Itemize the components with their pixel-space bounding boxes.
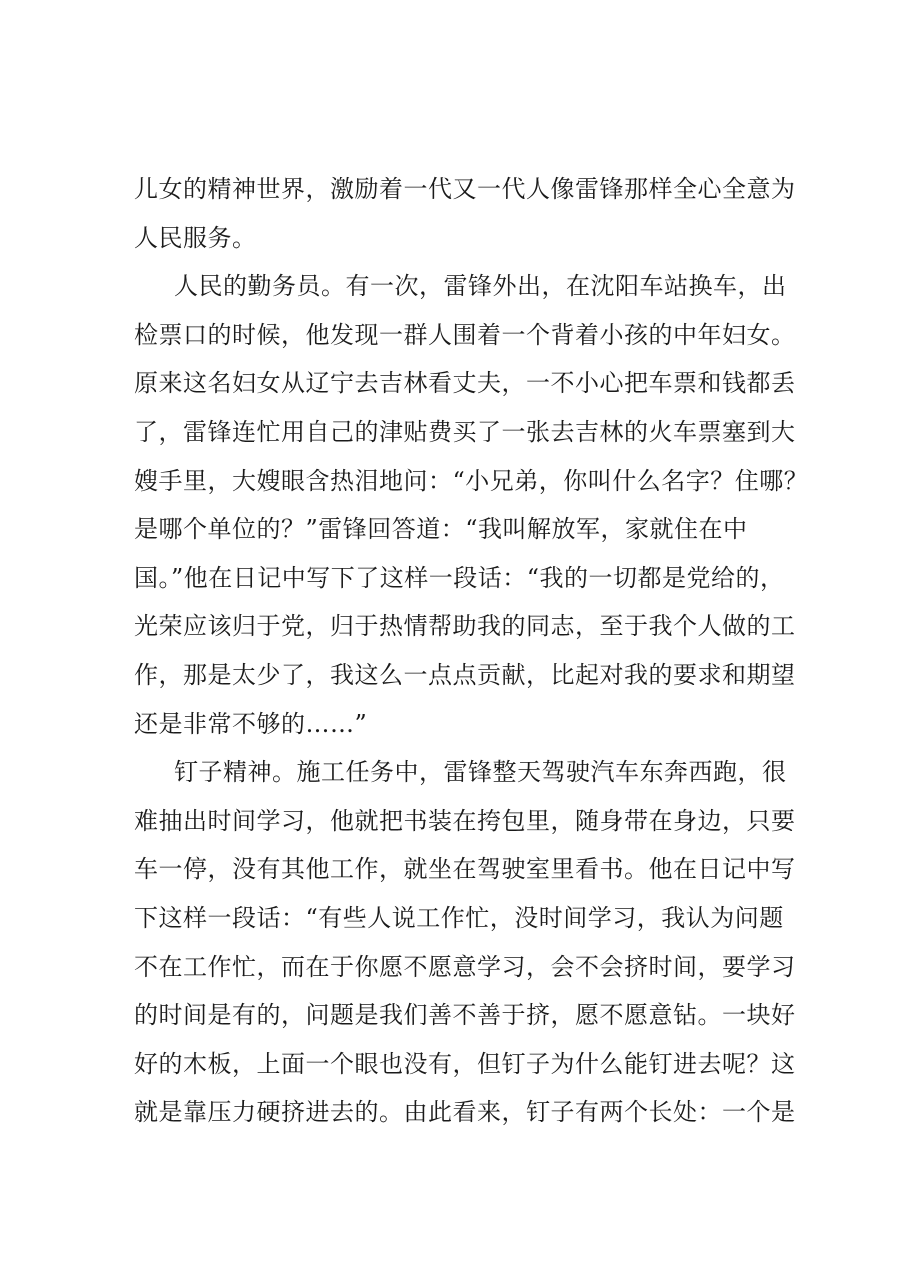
- text-line: 儿女的精神世界，激励着一代又一代人像雷锋那样全心全意为: [134, 175, 796, 203]
- text-line: 不在工作忙，而在于你愿不愿意学习，会不会挤时间，要学习: [134, 952, 796, 981]
- text-line: 作，那是太少了，我这么一点点贡献，比起对我的要求和期望: [134, 660, 796, 689]
- text-line: 光荣应该归于党，归于热情帮助我的同志，至于我个人做的工: [134, 612, 796, 641]
- text-line: 人民服务。: [134, 223, 257, 252]
- text-line: 的时间是有的，问题是我们善不善于挤，愿不愿意钻。一块好: [134, 1001, 796, 1030]
- text-line: 好的木板，上面一个眼也没有，但钉子为什么能钉进去呢？这: [134, 1049, 796, 1078]
- text-line: 下这样一段话：“有些人说工作忙，没时间学习，我认为问题: [134, 903, 784, 932]
- text-line: 国。”他在日记中写下了这样一段话：“我的一切都是党给的，: [134, 563, 785, 592]
- text-line: 就是靠压力硬挤进去的。由此看来，钉子有两个长处：一个是: [134, 1098, 796, 1127]
- text-line: 还是非常不够的……”: [134, 709, 368, 738]
- paragraph-start-line: 钉子精神。施工任务中，雷锋整天驾驶汽车东奔西跑，很: [174, 758, 787, 787]
- text-line: 难抽出时间学习，他就把书装在挎包里，随身带在身边，只要: [134, 806, 796, 835]
- text-line: 是哪个单位的？”雷锋回答道：“我叫解放军，家就住在中: [134, 515, 748, 544]
- text-line: 嫂手里，大嫂眼含热泪地问：“小兄弟，你叫什么名字？住哪？: [134, 466, 809, 495]
- text-line: 检票口的时候，他发现一群人围着一个背着小孩的中年妇女。: [134, 320, 796, 349]
- paragraph-start-line: 人民的勤务员。有一次，雷锋外出，在沈阳车站换车，出: [174, 272, 787, 301]
- text-line: 原来这名妇女从辽宁去吉林看丈夫，一不小心把车票和钱都丢: [134, 369, 796, 398]
- text-line: 车一停，没有其他工作，就坐在驾驶室里看书。他在日记中写: [134, 855, 796, 884]
- document-body: [134, 165, 809, 1137]
- text-line: 了，雷锋连忙用自己的津贴费买了一张去吉林的火车票塞到大: [134, 417, 796, 446]
